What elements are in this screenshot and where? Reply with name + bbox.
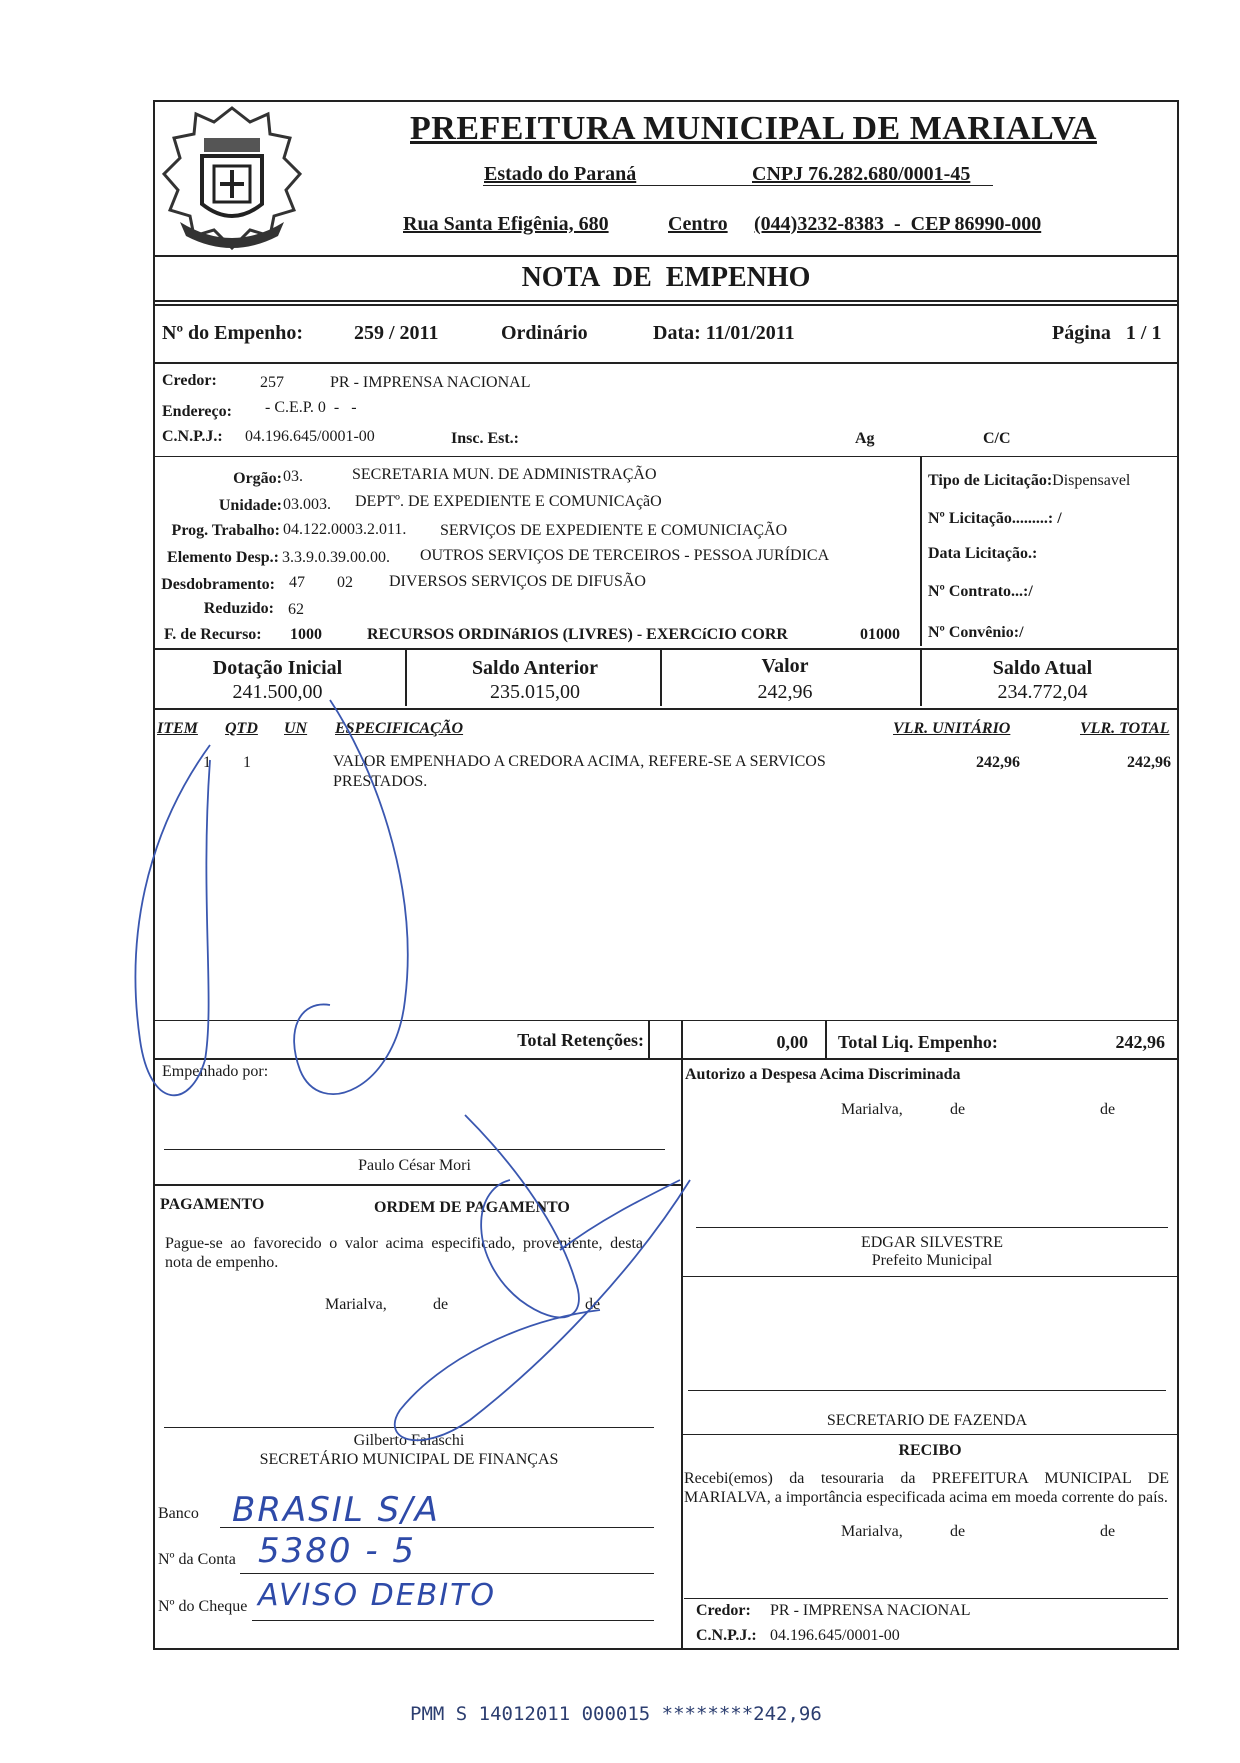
empenhado-por-name: Paulo César Mori: [358, 1157, 471, 1174]
liq-empenho-value: 242,96: [1115, 1032, 1165, 1052]
desdobramento-name: DIVERSOS SERVIÇOS DE DIFUSÃO: [389, 573, 646, 590]
pagamento-de-1: de: [433, 1296, 449, 1313]
saldo-atual-value: 234.772,04: [997, 681, 1088, 703]
banco-label: Banco: [158, 1505, 199, 1522]
col-vlr-total-header: VLR. TOTAL: [1080, 720, 1170, 737]
licitacao-tipo-label-text: Tipo de Licitação:: [928, 472, 1053, 489]
recibo-city: Marialva,: [841, 1523, 903, 1540]
col-especificacao-header: ESPECIFICAÇÃO: [335, 720, 464, 737]
prefeitura-district: Centro: [668, 213, 728, 235]
elemento-code: 3.3.9.0.39.00.00.: [282, 549, 390, 566]
autorizo-city: Marialva,: [841, 1101, 903, 1118]
item-qtd: 1: [243, 754, 251, 771]
prefeitura-title: PREFEITURA MUNICIPAL DE MARIALVA: [410, 110, 1097, 147]
retencoes-value: 0,00: [776, 1032, 808, 1052]
prog-trabalho-code: 04.122.0003.2.011.: [283, 521, 407, 538]
retencoes-label: Total Retenções:: [517, 1030, 644, 1050]
prefeito-title: Prefeito Municipal: [871, 1252, 993, 1269]
reduzido-value: 62: [288, 601, 304, 618]
reduzido-label: Reduzido:: [203, 600, 274, 617]
saldo-anterior-label: Saldo Anterior: [471, 657, 599, 679]
ordem-pagamento-label: ORDEM DE PAGAMENTO: [374, 1199, 570, 1216]
liq-empenho-label: Total Liq. Empenho:: [838, 1032, 998, 1052]
document-title: NOTA DE EMPENHO: [521, 262, 811, 293]
credor-cnpj-label: C.N.P.J.:: [162, 428, 223, 445]
orgao-code: 03.: [283, 468, 303, 485]
empenho-type: Ordinário: [501, 322, 588, 344]
valor-label: Valor: [761, 655, 809, 677]
autorizo-label: Autorizo a Despesa Acima Discriminada: [685, 1066, 961, 1083]
item-description: VALOR EMPENHADO A CREDORA ACIMA, REFERE-SE A SERVICOS PRESTADOS.: [333, 753, 826, 790]
dotacao-value: 241.500,00: [232, 681, 323, 703]
recibo-cnpj-value: 04.196.645/0001-00: [770, 1627, 900, 1644]
credor-insc-label: Insc. Est.:: [451, 430, 520, 447]
credor-address-label: Endereço:: [162, 403, 232, 420]
banco-value: BRASIL S/A: [232, 1490, 440, 1530]
pagamento-label: PAGAMENTO: [160, 1196, 265, 1213]
unidade-code: 03.003.: [283, 496, 331, 513]
empenho-number: 259 / 2011: [354, 322, 439, 344]
recibo-title: RECIBO: [898, 1442, 962, 1459]
empenho-date: Data: 11/01/2011: [653, 322, 795, 344]
pagamento-city: Marialva,: [325, 1296, 387, 1313]
prefeitura-cnpj: CNPJ 76.282.680/0001-45: [752, 163, 971, 185]
unidade-label: Unidade:: [218, 497, 282, 514]
recurso-label: F. de Recurso:: [164, 626, 262, 643]
col-qtd-header: QTD: [225, 720, 258, 737]
financas-name: Gilberto Falaschi: [353, 1432, 465, 1449]
autorizo-de-1: de: [950, 1101, 966, 1118]
unidade-name: DEPTº. DE EXPEDIENTE E COMUNICAçãO: [355, 493, 662, 510]
desdobramento-code1: 47: [289, 574, 305, 591]
credor-label: Credor:: [162, 372, 217, 389]
prefeitura-phone-cep: (044)3232-8383 - CEP 86990-000: [754, 213, 1042, 235]
credor-code: 257: [260, 374, 284, 391]
recibo-cnpj-label: C.N.P.J.:: [696, 1627, 757, 1644]
licitacao-tipo: Dispensavel: [1052, 472, 1131, 489]
elemento-name: OUTROS SERVIÇOS DE TERCEIROS - PESSOA JURÍDICA: [420, 547, 830, 564]
prog-trabalho-name: SERVIÇOS DE EXPEDIENTE E COMUNICIAÇÃO: [440, 522, 788, 539]
valor-value: 242,96: [757, 681, 813, 703]
financas-title: SECRETÁRIO MUNICIPAL DE FINANÇAS: [259, 1451, 559, 1468]
empenho-page: Página 1 / 1: [1052, 322, 1162, 344]
elemento-label: Elemento Desp.:: [167, 549, 279, 566]
dotacao-label: Dotação Inicial: [212, 657, 343, 679]
recurso-code2: 01000: [860, 626, 900, 643]
credor-cnpj: 04.196.645/0001-00: [245, 428, 375, 445]
desdobramento-label: Desdobramento:: [161, 576, 275, 593]
prog-trabalho-label: Prog. Trabalho:: [171, 522, 280, 539]
recibo-text: Recebi(emos) da tesouraria da PREFEITURA MUNICIPAL DE MARIALVA, a importância especificada acima em moeda corrente do país.: [684, 1470, 1169, 1506]
prefeito-name: EDGAR SILVESTRE: [860, 1234, 1004, 1251]
orgao-label: Orgão:: [233, 470, 282, 487]
licitacao-contrato: Nº Contrato...:/: [928, 583, 1033, 600]
payment-stamp: PMM S 14012011 000015 ********242,96: [410, 1703, 822, 1725]
col-vlr-unitario-header: VLR. UNITÁRIO: [893, 720, 1011, 737]
prefeitura-address: Rua Santa Efigênia, 680: [403, 213, 609, 235]
empenhado-por-label: Empenhado por:: [162, 1063, 269, 1080]
orgao-name: SECRETARIA MUN. DE ADMINISTRAÇÃO: [352, 466, 657, 483]
conta-label: Nº da Conta: [158, 1551, 236, 1568]
item-total-value: 242,96: [1127, 754, 1171, 771]
saldo-atual-label: Saldo Atual: [992, 657, 1093, 679]
licitacao-numero: Nº Licitação.........: /: [928, 510, 1062, 527]
pagamento-text: Pague-se ao favorecido o valor acima especificado, proveniente, desta nota de empenho.: [165, 1235, 643, 1271]
cheque-value: AVISO DEBITO: [258, 1578, 497, 1613]
col-un-header: UN: [284, 720, 308, 737]
pagamento-de-2: de: [585, 1296, 601, 1313]
credor-address: - C.E.P. 0 - -: [265, 399, 357, 416]
desdobramento-code2: 02: [337, 574, 353, 591]
conta-value: 5380 - 5: [258, 1531, 417, 1571]
empenho-number-label: Nº do Empenho:: [162, 322, 304, 344]
col-item-header: ITEM: [157, 720, 198, 737]
credor-ag-label: Ag: [855, 430, 875, 447]
licitacao-convenio: Nº Convênio:/: [928, 624, 1024, 641]
credor-cc-label: C/C: [983, 430, 1011, 447]
recurso-code: 1000: [290, 626, 322, 643]
fazenda-title: SECRETARIO DE FAZENDA: [826, 1412, 1028, 1429]
recurso-name: RECURSOS ORDINáRIOS (LIVRES) - EXERCíCIO CORR: [367, 626, 788, 643]
autorizo-de-2: de: [1100, 1101, 1116, 1118]
cheque-label: Nº do Cheque: [158, 1598, 248, 1615]
recibo-credor-label: Credor:: [696, 1602, 751, 1619]
recibo-credor-name: PR - IMPRENSA NACIONAL: [770, 1602, 971, 1619]
state-name: Estado do Paraná: [484, 163, 637, 185]
item-number: 1: [203, 754, 211, 771]
recibo-de-1: de: [950, 1523, 966, 1540]
item-unit-value: 242,96: [976, 754, 1020, 771]
licitacao-data: Data Licitação.:: [928, 545, 1038, 562]
recibo-de-2: de: [1100, 1523, 1116, 1540]
saldo-anterior-value: 235.015,00: [490, 681, 580, 703]
credor-name: PR - IMPRENSA NACIONAL: [330, 374, 531, 391]
